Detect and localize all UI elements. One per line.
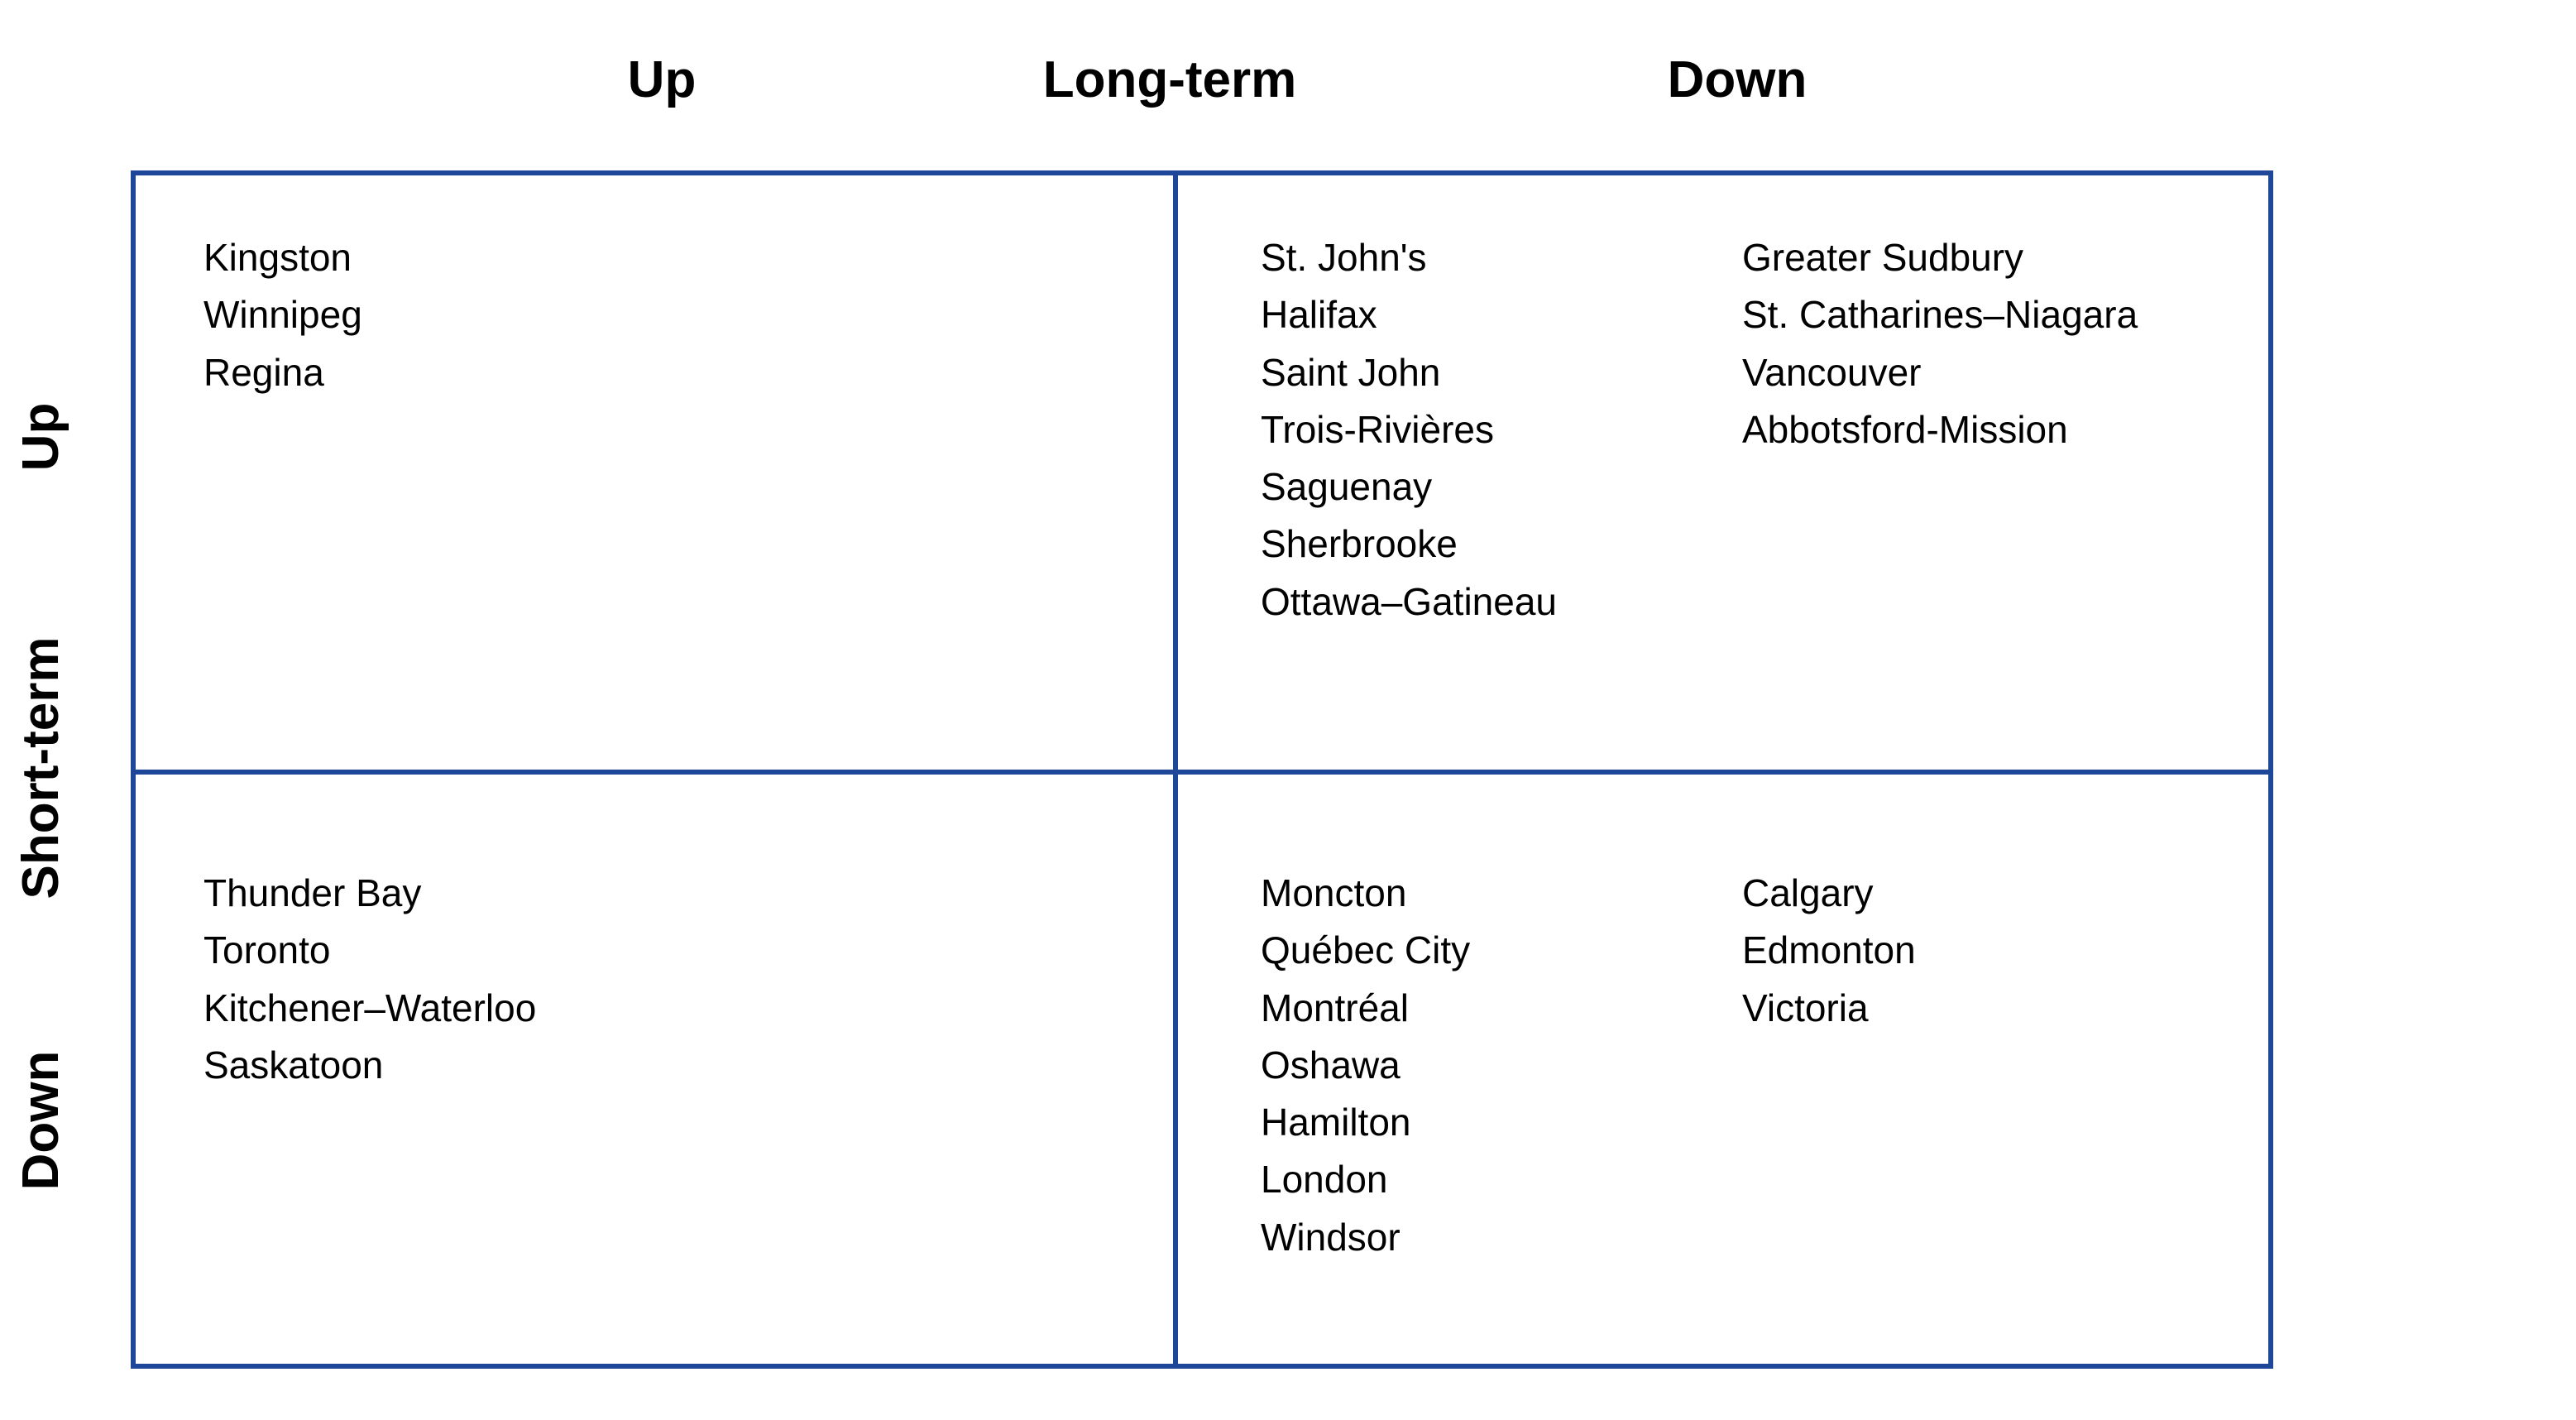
city-label: Moncton	[1261, 871, 1407, 914]
city-label: Windsor	[1261, 1215, 1401, 1259]
short-term-axis-title: Short-term	[12, 636, 69, 899]
city-label: Abbotsford-Mission	[1742, 407, 2068, 451]
city-label: Hamilton	[1261, 1101, 1411, 1144]
city-label: Ottawa–Gatineau	[1261, 579, 1558, 623]
city-label: Québec City	[1261, 928, 1471, 972]
city-label: Halifax	[1261, 293, 1377, 337]
city-label: Victoria	[1742, 986, 1869, 1029]
short-term-up-header: Up	[12, 402, 69, 472]
city-label: Thunder Bay	[203, 871, 422, 914]
quadrant-short-down-long-up	[203, 865, 536, 1094]
long-term-axis-title: Long-term	[1042, 51, 1297, 108]
city-label: Oshawa	[1261, 1043, 1401, 1087]
city-label: Montréal	[1261, 986, 1409, 1029]
city-label: Greater Sudbury	[1742, 236, 2024, 279]
city-label: Saint John	[1261, 350, 1441, 394]
quadrant-short-up-long-up	[203, 229, 362, 401]
city-label: St. Catharines–Niagara	[1742, 293, 2138, 337]
city-label: Saskatoon	[203, 1043, 384, 1087]
quadrant-short-up-long-down-column-1	[1261, 229, 1557, 631]
city-label: Kitchener–Waterloo	[203, 986, 537, 1029]
city-label: Regina	[203, 350, 324, 394]
city-label: Calgary	[1742, 871, 1874, 914]
city-label: Kingston	[203, 236, 352, 279]
horizontal-divider	[136, 770, 2268, 775]
city-label: Toronto	[203, 928, 331, 972]
city-label: Trois-Rivières	[1261, 407, 1494, 451]
city-label: London	[1261, 1158, 1388, 1202]
city-label: Saguenay	[1261, 465, 1433, 509]
quadrant-short-down-long-down-column-1	[1261, 865, 1470, 1266]
short-term-down-header: Down	[12, 1050, 69, 1191]
city-label: St. John's	[1261, 236, 1427, 279]
city-label: Winnipeg	[203, 293, 362, 337]
long-term-up-header: Up	[627, 51, 697, 108]
quadrant-short-up-long-down-column-2	[1742, 229, 2138, 458]
city-label: Vancouver	[1742, 350, 1922, 394]
city-label: Edmonton	[1742, 928, 1916, 972]
city-label: Sherbrooke	[1261, 522, 1458, 566]
quadrant-short-down-long-down-column-2	[1742, 865, 1916, 1037]
long-term-down-header: Down	[1667, 51, 1808, 108]
